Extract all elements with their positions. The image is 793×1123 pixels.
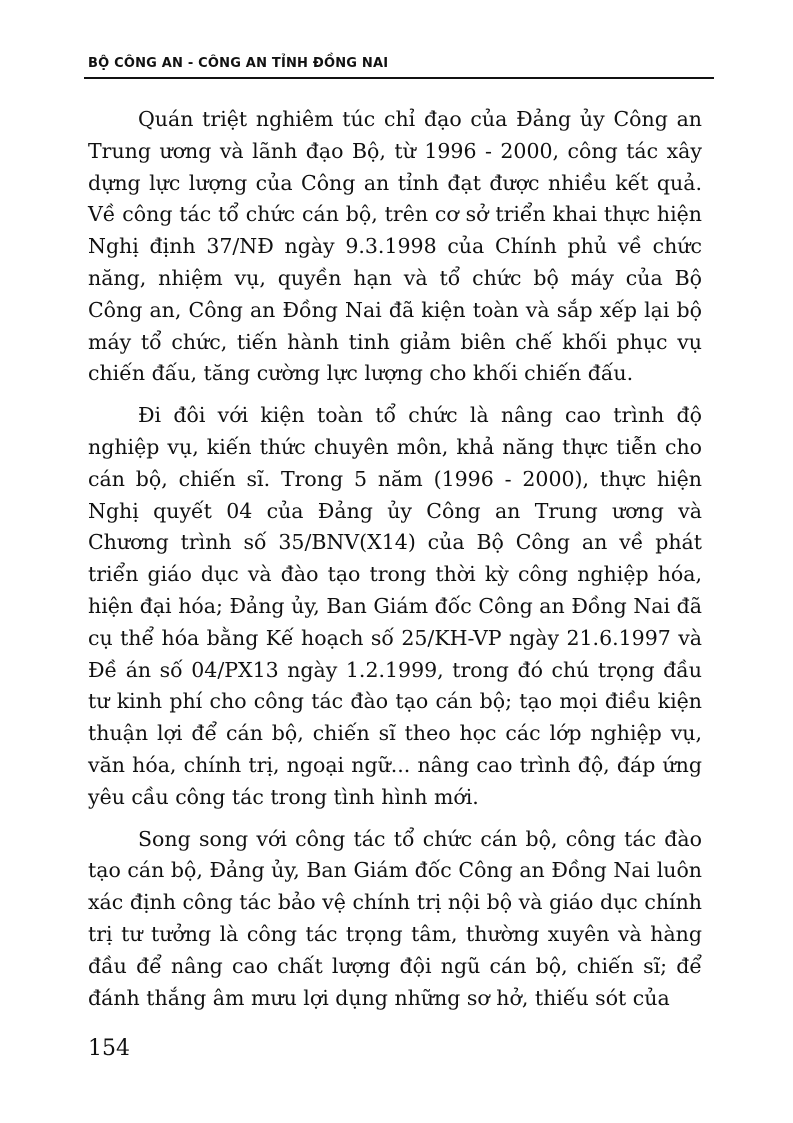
paragraph: Đi đôi với kiện toàn tổ chức là nâng cao trình độ nghiệp vụ, kiến thức chuyên môn, khả năng thực tiễn cho cán bộ, chiến sĩ. Trong 5 năm (1996 - 2000), thực hiện Nghị quyết 04 của Đảng ủy Công an Trung ương và Chương trình số 35/BNV(X14) của Bộ Công an về phát triển giáo dục và đào tạo trong thời kỳ công nghiệp hóa, hiện đại hóa; Đảng ủy, Ban Giám đốc Công an Đồng Nai đã cụ thể hóa bằng Kế hoạch số 25/KH-VP ngày 21.6.1997 và Đề án số 04/PX13 ngày 1.2.1999, trong đó chú trọng đầu tư kinh phí cho công tác đào tạo cán bộ; tạo mọi điều kiện thuận lợi để cán bộ, chiến sĩ theo học các lớp nghiệp vụ, văn hóa, chính trị, ngoại ngữ... nâng cao trình độ, đáp ứng yêu cầu công tác trong tình hình mới. [88,403,702,809]
running-header: BỘ CÔNG AN - CÔNG AN TỈNH ĐỒNG NAI [88,56,389,71]
page-body [88,104,702,1024]
header-divider [84,77,714,79]
paragraph: Quán triệt nghiêm túc chỉ đạo của Đảng ủy Công an Trung ương và lãnh đạo Bộ, từ 1996 - 2000, công tác xây dựng lực lượng của Công an tỉnh đạt được nhiều kết quả. Về công tác tổ chức cán bộ, trên cơ sở triển khai thực hiện Nghị định 37/NĐ ngày 9.3.1998 của Chính phủ về chức năng, nhiệm vụ, quyền hạn và tổ chức bộ máy của Bộ Công an, Công an Đồng Nai đã kiện toàn và sắp xếp lại bộ máy tổ chức, tiến hành tinh giảm biên chế khối phục vụ chiến đấu, tăng cường lực lượng cho khối chiến đấu. [88,107,702,386]
page-number: 154 [88,1036,130,1061]
paragraph: Song song với công tác tổ chức cán bộ, công tác đào tạo cán bộ, Đảng ủy, Ban Giám đốc Công an Đồng Nai luôn xác định công tác bảo vệ chính trị nội bộ và giáo dục chính trị tư tưởng là công tác trọng tâm, thường xuyên và hàng đầu để nâng cao chất lượng đội ngũ cán bộ, chiến sĩ; để đánh thắng âm mưu lợi dụng những sơ hở, thiếu sót của [88,826,702,1010]
